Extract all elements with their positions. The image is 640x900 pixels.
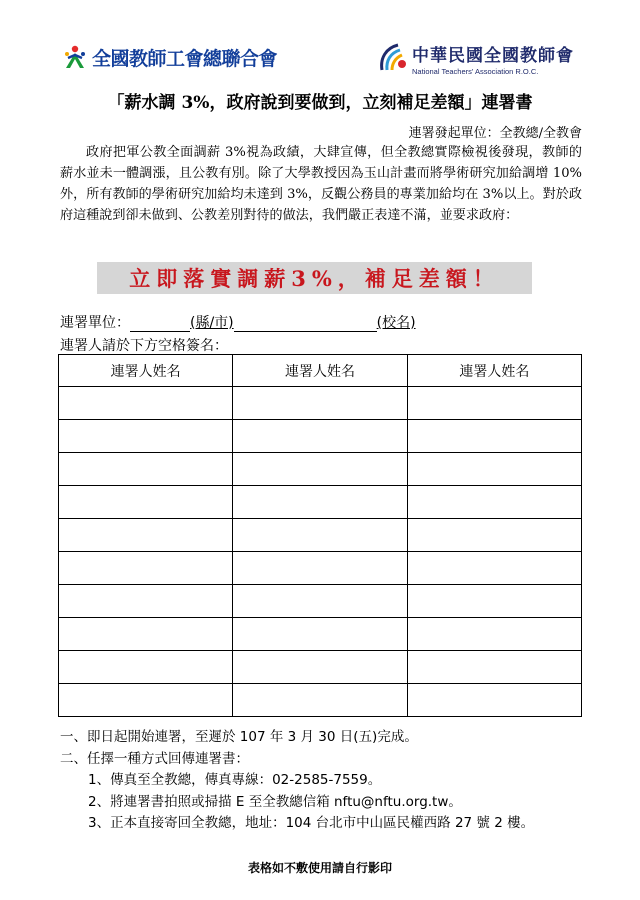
nftu-org-name: 全國教師工會總聯合會: [92, 47, 278, 70]
table-row: [59, 552, 582, 585]
nftu-logo: [62, 40, 277, 74]
signature-cell[interactable]: [59, 420, 233, 453]
signature-cell[interactable]: [59, 585, 233, 618]
table-row: [59, 618, 582, 651]
signature-cell[interactable]: [407, 519, 581, 552]
school-label: (校名): [376, 315, 416, 331]
column-header: 連署人姓名: [233, 355, 407, 387]
signing-unit-line: [60, 312, 416, 332]
signature-cell[interactable]: [233, 387, 407, 420]
signature-cell[interactable]: [59, 387, 233, 420]
table-header-row: [59, 355, 582, 387]
signature-table: [58, 354, 582, 717]
nftu-emblem-icon: [62, 44, 88, 70]
signature-cell[interactable]: [233, 684, 407, 717]
table-row: [59, 585, 582, 618]
table-row: [59, 387, 582, 420]
signature-cell[interactable]: [407, 618, 581, 651]
signature-cell[interactable]: [233, 486, 407, 519]
sign-instruction: 連署人請於下方空格簽名：: [60, 338, 228, 354]
county-blank[interactable]: [130, 315, 190, 332]
note-deadline: 一、即日起開始連署，至遲於 107 年 3 月 30 日(五)完成。: [60, 729, 418, 745]
unit-label: 連署單位：: [60, 315, 130, 331]
signature-cell[interactable]: [233, 519, 407, 552]
county-label: (縣/市): [190, 315, 234, 331]
table-row: [59, 684, 582, 717]
table-row: [59, 651, 582, 684]
signature-cell[interactable]: [233, 651, 407, 684]
signature-cell[interactable]: [59, 651, 233, 684]
signature-cell[interactable]: [233, 453, 407, 486]
note-mail: 3、正本直接寄回全教總，地址：104 台北市中山區民權西路 27 號 2 樓。: [88, 815, 535, 831]
signature-cell[interactable]: [407, 585, 581, 618]
document-title: 「薪水調 3%，政府說到要做到，立刻補足差額」連署書: [107, 93, 533, 113]
signature-cell[interactable]: [407, 453, 581, 486]
signature-cell[interactable]: [59, 618, 233, 651]
signature-cell[interactable]: [59, 453, 233, 486]
table-row: [59, 486, 582, 519]
signature-cell[interactable]: [407, 420, 581, 453]
nta-org-name-en: National Teachers' Association R.O.C.: [412, 66, 539, 76]
table-row: [59, 519, 582, 552]
signature-cell[interactable]: [407, 387, 581, 420]
signature-cell[interactable]: [233, 585, 407, 618]
signature-cell[interactable]: [407, 651, 581, 684]
signature-cell[interactable]: [59, 684, 233, 717]
note-email: 2、將連署書拍照或掃描 E 至全教總信箱 nftu@nftu.org.tw。: [88, 793, 462, 810]
signature-cell[interactable]: [407, 486, 581, 519]
school-blank[interactable]: [234, 315, 377, 332]
signature-cell[interactable]: [59, 519, 233, 552]
signature-cell[interactable]: [233, 420, 407, 453]
signature-cell[interactable]: [407, 552, 581, 585]
slogan-text: 立即落實調薪3%，補足差額！: [129, 266, 500, 291]
note-fax: 1、傳真至全教總，傳真專線：02-2585-7559。: [88, 772, 382, 788]
table-row: [59, 453, 582, 486]
slogan-banner: [97, 262, 532, 294]
signature-cell[interactable]: [59, 486, 233, 519]
footer-note: 表格如不敷使用請自行影印: [247, 861, 392, 875]
signature-cell[interactable]: [233, 618, 407, 651]
column-header: 連署人姓名: [59, 355, 233, 387]
notes-section: [60, 727, 534, 835]
nta-logo: [378, 38, 574, 78]
intro-paragraph: 政府把軍公教全面調薪 3%視為政績，大肆宣傳，但全教總實際檢視後發現，教師的薪水並未一體調漲，且公教有別。除了大學教授因為玉山計畫而將學術研究加給調增 10%外，所有教師的學術研究加給均未達到 3%，反觀公務員的專業加給均在 3%以上。對於政府這種說到卻未做到、公教差別對待的做法，我們嚴正表達不滿，並要求政府：: [60, 145, 582, 223]
column-header: 連署人姓名: [407, 355, 581, 387]
nta-emblem-icon: [378, 42, 408, 74]
signature-cell[interactable]: [233, 552, 407, 585]
signature-cell[interactable]: [407, 684, 581, 717]
note-return-methods: 二、任擇一種方式回傳連署書：: [60, 750, 249, 767]
table-row: [59, 420, 582, 453]
nta-org-name-cn: 中華民國全國教師會: [412, 45, 574, 66]
initiator-line: 連署發起單位：全教總/全教會: [408, 126, 582, 141]
signature-cell[interactable]: [59, 552, 233, 585]
